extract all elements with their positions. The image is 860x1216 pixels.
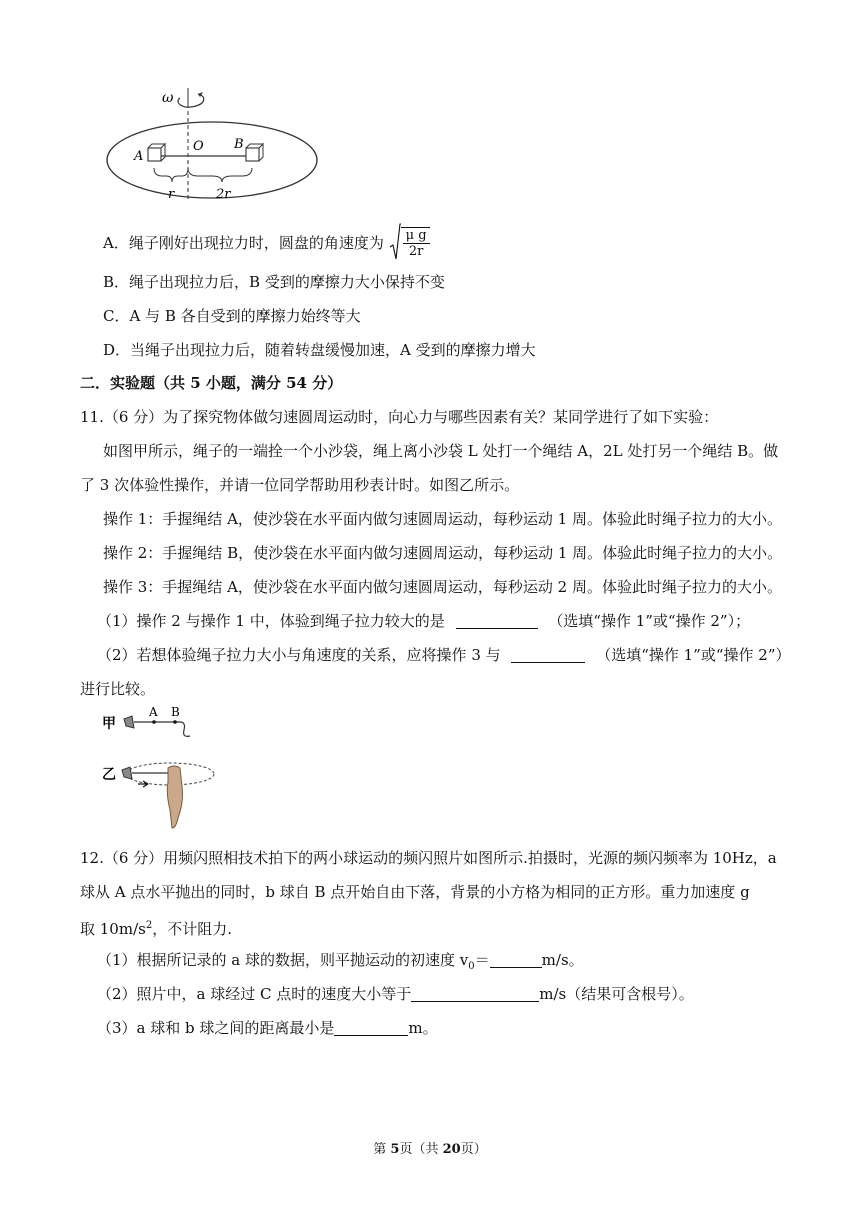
answer-blank-4[interactable]	[411, 985, 539, 1002]
total-pages: 20	[442, 1142, 461, 1157]
q11-line6: 操作 3：手握绳结 A，使沙袋在水平面内做匀速圆周运动，每秒运动 2 周。体验此时绳子拉力的大小。	[103, 578, 782, 596]
q12-line1: 12.（6 分）用频闪照相技术拍下的两小球运动的频闪照片如图所示.拍摄时，光源的频闪频率为 10Hz，a	[80, 849, 777, 867]
label-2r: 2r	[216, 187, 231, 202]
label-b: B	[234, 137, 244, 152]
label-jia: 甲	[102, 716, 116, 732]
option-a: A．绳子刚好出现拉力时，圆盘的角速度为 $\frac{\text{μ g}}{2r}$	[103, 223, 430, 263]
section-heading: 二．实验题（共 5 小题，满分 54 分）	[80, 374, 343, 392]
fraction: $\frac{\text{μ g}}{2r}$	[403, 228, 430, 259]
option-d: D．当绳子出现拉力后，随着转盘缓慢加速，A 受到的摩擦力增大	[103, 341, 536, 359]
q11-sub2-cont: 进行比较。	[80, 680, 156, 698]
label-a: A	[134, 149, 144, 164]
label-r: r	[168, 187, 175, 202]
fig-label-a: A	[149, 705, 158, 719]
q12-sub1: （1）根据所记录的 a 球的数据，则平抛运动的初速度 $v_0= m/s$。	[97, 951, 584, 972]
disk-figure	[100, 84, 320, 210]
q11-line4: 操作 1：手握绳结 A，使沙袋在水平面内做匀速圆周运动，每秒运动 1 周。体验此时绳子拉力的大小。	[103, 510, 782, 528]
option-c: C．A 与 B 各自受到的摩擦力始终等大	[103, 307, 361, 325]
block-a	[148, 148, 161, 161]
sandbag-jia-icon	[124, 716, 134, 728]
label-o: O	[193, 139, 204, 154]
answer-blank-1[interactable]	[456, 612, 538, 629]
sandbag-yi-icon	[122, 767, 132, 779]
label-yi: 乙	[102, 767, 116, 783]
q12-sub3: （3）a 球和 b 球之间的距离最小是 m。	[97, 1019, 438, 1037]
q11-sub1: （1）操作 2 与操作 1 中，体验到绳子拉力较大的是 （选填“操作 1”或“操作 2”）；	[97, 612, 751, 630]
q11-line1: 11.（6 分）为了探究物体做匀速圆周运动时，向心力与哪些因素有关？某同学进行了如下实验：	[80, 408, 719, 426]
answer-blank-3[interactable]	[490, 951, 542, 968]
brace-r	[154, 168, 188, 182]
q11-line5: 操作 2：手握绳结 B，使沙袋在水平面内做匀速圆周运动，每秒运动 1 周。体验此时绳子拉力的大小。	[103, 544, 783, 562]
sqrt-expression	[389, 223, 430, 263]
page-number: 5	[390, 1142, 400, 1157]
q11-line3: 了 3 次体验性操作，并请一位同学帮助用秒表计时。如图乙所示。	[80, 476, 520, 494]
answer-blank-5[interactable]	[334, 1019, 408, 1036]
option-b: B．绳子出现拉力后，B 受到的摩擦力大小保持不变	[103, 273, 445, 291]
q12-sub2: （2）照片中，a 球经过 C 点时的速度大小等于 m/s（结果可含根号）。	[97, 985, 694, 1003]
block-b	[246, 148, 259, 161]
answer-blank-2[interactable]	[511, 646, 585, 663]
q12-line2: 球从 A 点水平抛出的同时，b 球自 B 点开始自由下落，背景的小方格为相同的正方形。重力加速度 g	[80, 883, 750, 901]
q11-sub2: （2）若想体验绳子拉力大小与角速度的关系，应将操作 3 与 （选填“操作 1”或“操作 2”）	[97, 646, 791, 664]
q12-line3: 取 $10m/s^2$，不计阻力.	[80, 920, 232, 938]
fig-label-b: B	[171, 705, 180, 719]
hand-icon	[167, 766, 182, 828]
sandbag-figure	[98, 702, 218, 834]
q11-line2: 如图甲所示，绳子的一端拴一个小沙袋，绳上离小沙袋 L 处打一个绳结 A，2L 处打另一个绳结 B。做	[103, 442, 779, 460]
page-footer: 第 5页（共 20页）	[373, 1142, 487, 1157]
brace-2r	[188, 168, 252, 182]
sqrt-sign-icon	[389, 223, 401, 263]
omega-label: ω	[162, 90, 174, 106]
